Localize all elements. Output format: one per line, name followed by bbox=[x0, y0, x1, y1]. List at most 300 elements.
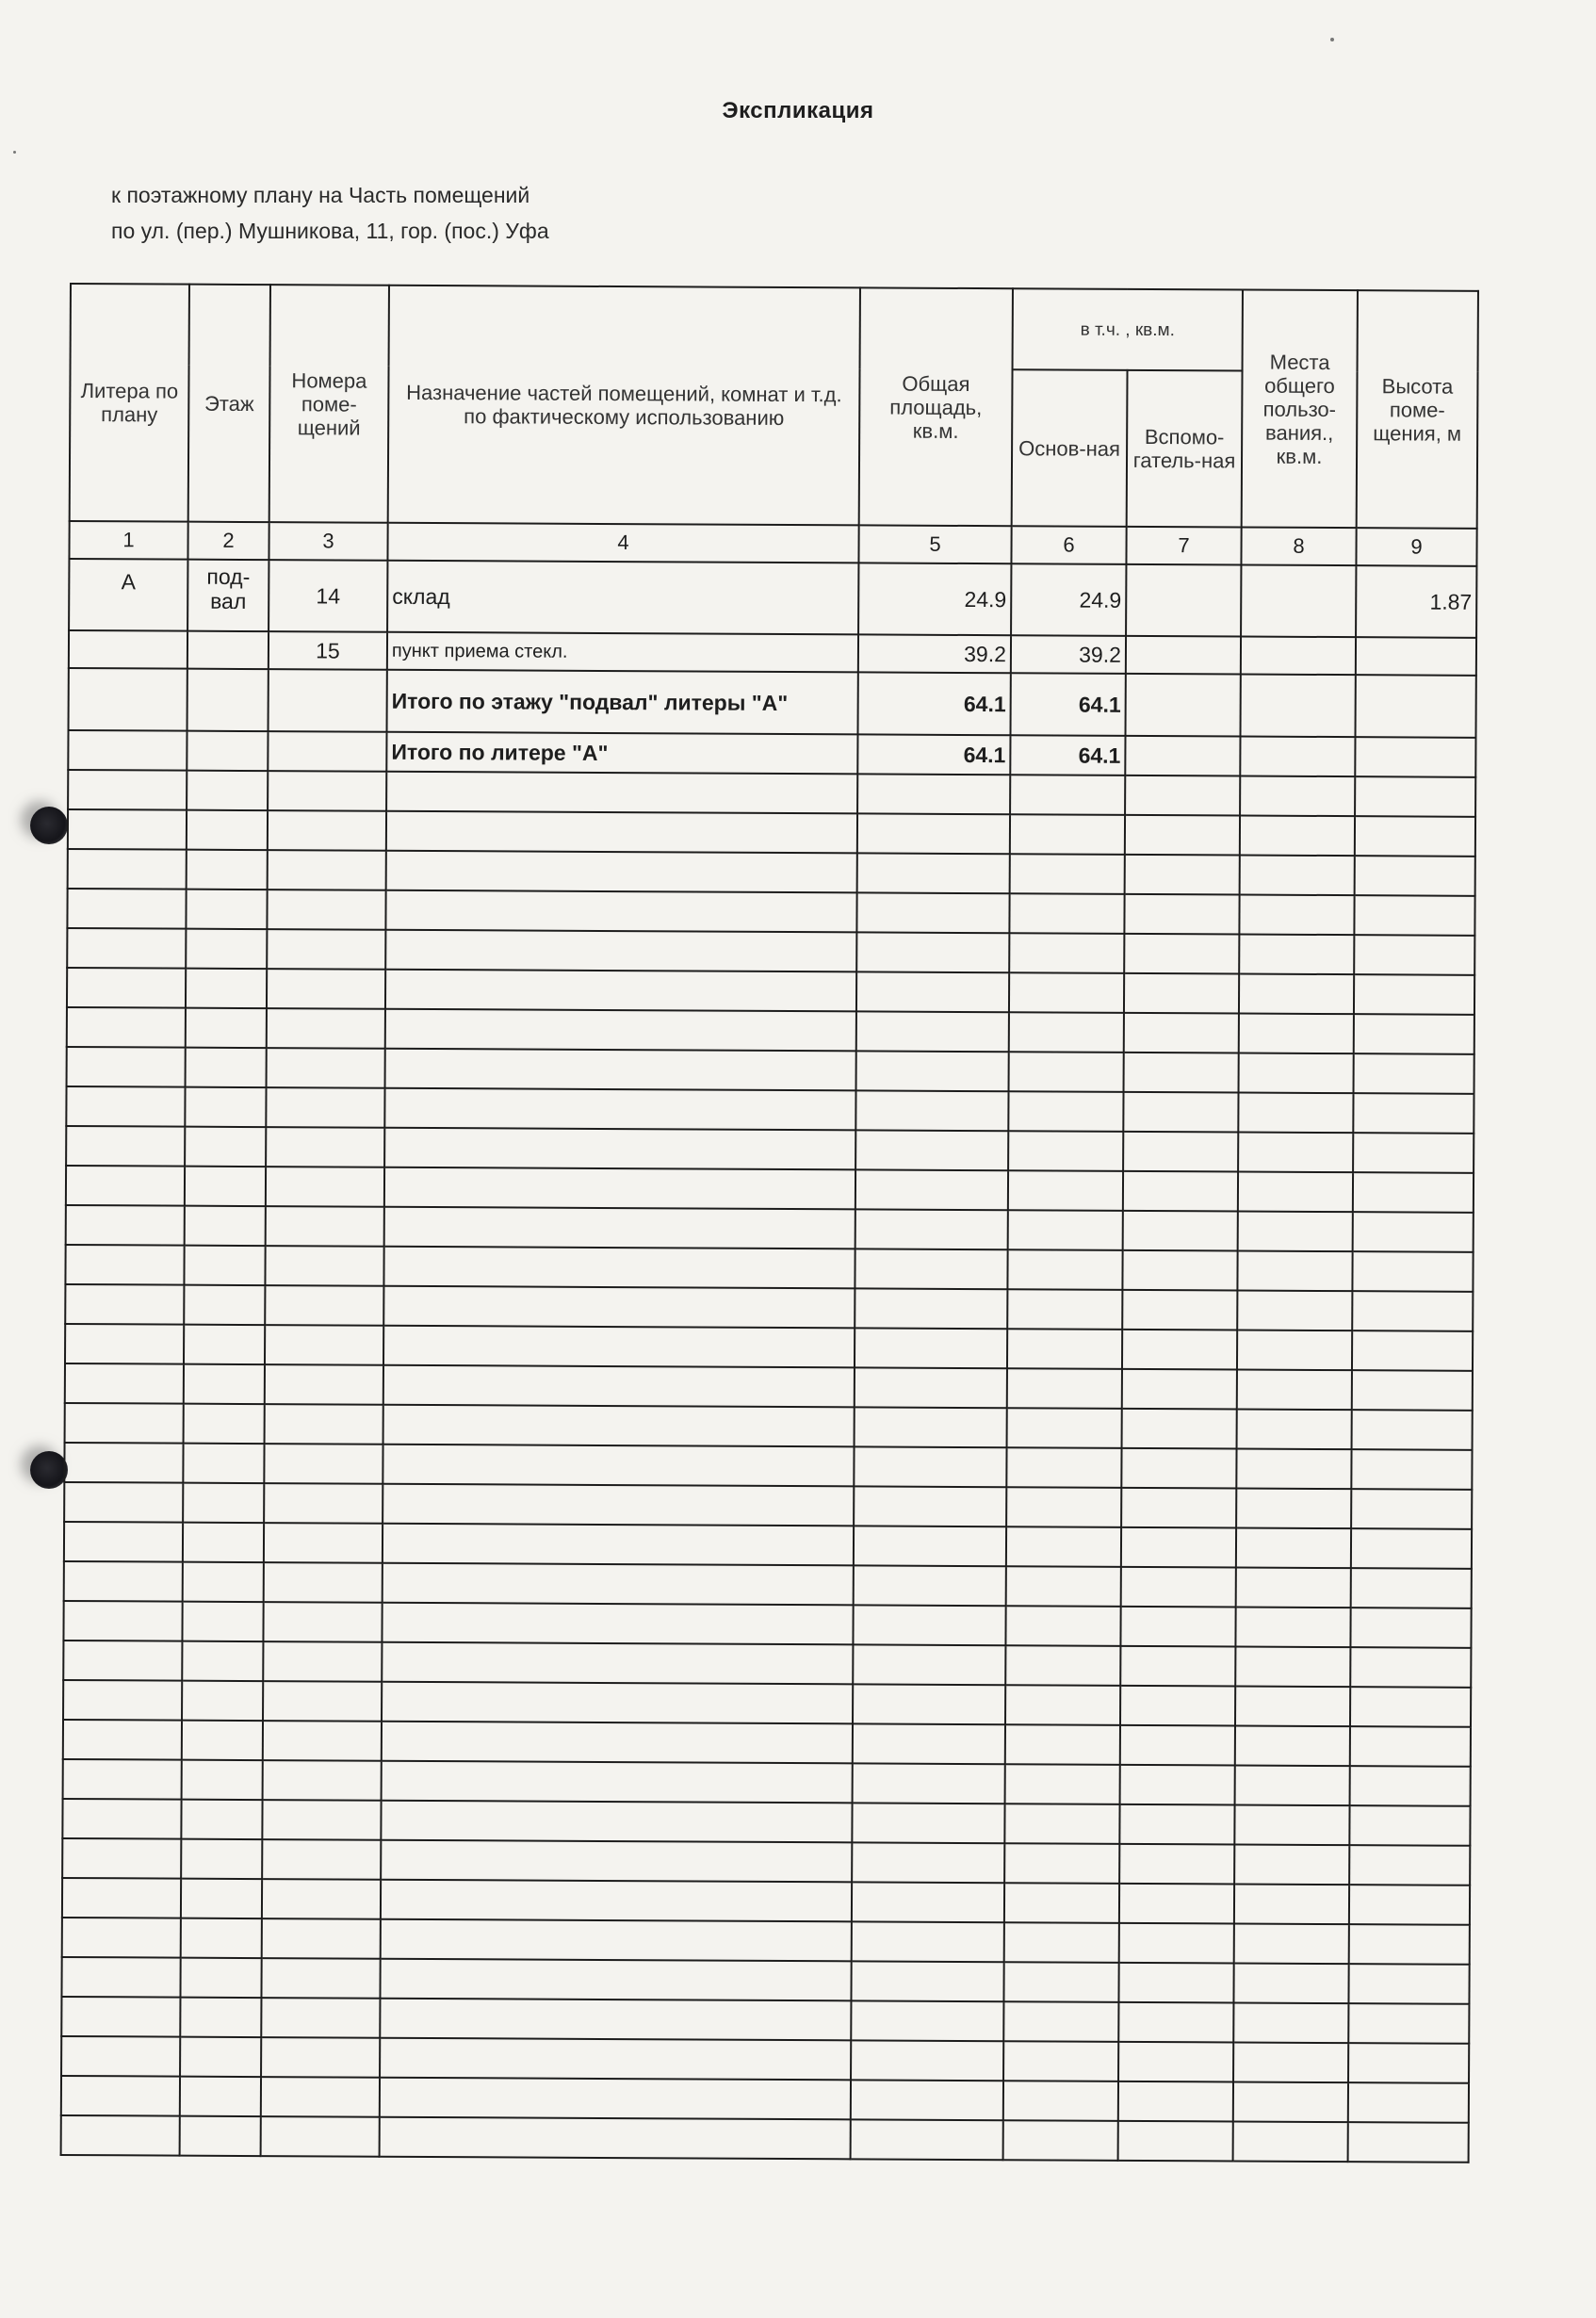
column-number: 2 bbox=[187, 522, 269, 560]
empty-cell bbox=[852, 1921, 1004, 1962]
empty-cell bbox=[382, 1722, 853, 1764]
empty-cell bbox=[1353, 1212, 1474, 1252]
empty-cell bbox=[180, 2116, 261, 2156]
empty-cell bbox=[854, 1526, 1006, 1566]
empty-cell bbox=[1233, 2121, 1348, 2162]
empty-cell bbox=[263, 1681, 382, 1722]
cell-mesta bbox=[1241, 675, 1356, 738]
empty-cell bbox=[1351, 1528, 1472, 1569]
empty-cell bbox=[855, 1249, 1007, 1289]
empty-cell bbox=[266, 1127, 384, 1167]
cell-vspom bbox=[1126, 564, 1241, 637]
column-number: 6 bbox=[1011, 526, 1126, 564]
empty-cell bbox=[1349, 1845, 1470, 1885]
empty-cell bbox=[68, 809, 187, 850]
empty-cell bbox=[1120, 1686, 1235, 1726]
empty-cell bbox=[381, 1801, 852, 1843]
empty-cell bbox=[383, 1484, 854, 1526]
empty-cell bbox=[1353, 1093, 1474, 1134]
empty-cell bbox=[67, 1047, 186, 1087]
empty-cell bbox=[183, 1444, 264, 1483]
empty-cell bbox=[262, 1918, 381, 1959]
empty-cell bbox=[1236, 1528, 1351, 1569]
table-row bbox=[69, 668, 1476, 738]
empty-cell bbox=[187, 810, 268, 850]
empty-cell bbox=[1236, 1449, 1351, 1490]
empty-cell bbox=[67, 928, 186, 969]
empty-cell bbox=[67, 968, 186, 1008]
empty-cell bbox=[1007, 1408, 1122, 1448]
header-nomera: Номера поме-щений bbox=[269, 285, 389, 523]
empty-table-row bbox=[61, 2115, 1469, 2163]
empty-cell bbox=[186, 1008, 267, 1048]
empty-cell bbox=[853, 1684, 1005, 1724]
cell-vspom bbox=[1126, 636, 1241, 675]
empty-cell bbox=[1234, 1804, 1349, 1845]
header-vspomogatelnaya: Вспомо-гатель-ная bbox=[1127, 370, 1243, 528]
empty-cell bbox=[855, 1288, 1007, 1329]
empty-cell bbox=[180, 1998, 261, 2037]
document-title: Экспликация bbox=[722, 98, 874, 123]
empty-cell bbox=[1005, 1685, 1120, 1725]
empty-cell bbox=[1234, 1923, 1349, 1964]
cell-vysota: 1.87 bbox=[1356, 565, 1476, 638]
empty-cell bbox=[380, 2117, 851, 2160]
empty-cell bbox=[1125, 815, 1240, 856]
empty-cell bbox=[1237, 1410, 1352, 1450]
cell-obshaya: 24.9 bbox=[858, 563, 1011, 635]
empty-cell bbox=[66, 1166, 185, 1206]
empty-cell bbox=[182, 1602, 263, 1641]
column-number: 7 bbox=[1126, 527, 1241, 565]
empty-cell bbox=[1239, 974, 1354, 1015]
empty-cell bbox=[1007, 1329, 1122, 1369]
empty-cell bbox=[1010, 775, 1125, 815]
empty-cell bbox=[1118, 2121, 1233, 2162]
empty-cell bbox=[186, 890, 267, 929]
empty-cell bbox=[852, 1842, 1004, 1883]
empty-cell bbox=[1235, 1765, 1350, 1805]
empty-cell bbox=[1240, 776, 1355, 817]
empty-cell bbox=[184, 1246, 265, 1285]
empty-cell bbox=[1123, 1211, 1238, 1251]
empty-cell bbox=[264, 1483, 383, 1524]
empty-cell bbox=[66, 1126, 185, 1167]
empty-cell bbox=[1118, 2081, 1233, 2122]
empty-cell bbox=[184, 1325, 265, 1364]
empty-cell bbox=[1352, 1330, 1473, 1371]
empty-cell bbox=[1010, 854, 1125, 894]
empty-cell bbox=[182, 1641, 263, 1681]
empty-cell bbox=[62, 1838, 181, 1879]
cell-naznachenie: склад bbox=[387, 561, 858, 635]
empty-cell bbox=[1233, 2002, 1348, 2043]
empty-cell bbox=[1006, 1566, 1121, 1607]
empty-cell bbox=[1124, 894, 1239, 935]
empty-cell bbox=[383, 1286, 855, 1329]
empty-cell bbox=[265, 1285, 383, 1326]
empty-cell bbox=[1235, 1686, 1350, 1726]
empty-cell bbox=[187, 850, 268, 890]
empty-cell bbox=[856, 932, 1009, 972]
empty-cell bbox=[1008, 1170, 1123, 1211]
empty-cell bbox=[183, 1483, 264, 1523]
empty-cell bbox=[187, 771, 268, 810]
empty-cell bbox=[851, 2000, 1003, 2041]
cell-osnovnaya: 64.1 bbox=[1010, 673, 1125, 736]
empty-cell bbox=[264, 1523, 383, 1563]
empty-cell bbox=[261, 1958, 380, 1999]
empty-cell bbox=[854, 1486, 1006, 1526]
empty-cell bbox=[1355, 816, 1475, 857]
empty-cell bbox=[384, 1167, 855, 1210]
empty-cell bbox=[1351, 1489, 1472, 1529]
empty-cell bbox=[855, 1169, 1008, 1210]
empty-cell bbox=[1004, 1843, 1119, 1884]
empty-cell bbox=[1240, 816, 1355, 857]
empty-cell bbox=[1007, 1368, 1122, 1409]
empty-cell bbox=[1239, 935, 1354, 975]
empty-cell bbox=[1349, 1924, 1470, 1965]
empty-cell bbox=[1237, 1291, 1352, 1331]
empty-cell bbox=[1005, 1606, 1120, 1646]
empty-cell bbox=[857, 813, 1010, 854]
empty-cell bbox=[1122, 1409, 1237, 1449]
empty-cell bbox=[185, 1087, 266, 1127]
cell-etazh bbox=[187, 731, 268, 771]
empty-cell bbox=[1236, 1489, 1351, 1529]
empty-cell bbox=[268, 771, 386, 811]
empty-cell bbox=[1352, 1370, 1473, 1411]
empty-cell bbox=[1004, 1922, 1119, 1963]
empty-cell bbox=[1238, 1093, 1353, 1134]
empty-cell bbox=[856, 1051, 1009, 1091]
cell-litera bbox=[69, 668, 187, 731]
empty-cell bbox=[1006, 1526, 1121, 1567]
empty-cell bbox=[1005, 1724, 1120, 1765]
empty-cell bbox=[1118, 2002, 1233, 2043]
cell-etazh bbox=[187, 669, 269, 731]
empty-cell bbox=[180, 2037, 261, 2077]
cell-nomer bbox=[269, 669, 387, 732]
empty-cell bbox=[186, 969, 267, 1008]
empty-cell bbox=[1124, 973, 1239, 1014]
empty-cell bbox=[380, 2078, 851, 2120]
empty-cell bbox=[1009, 1012, 1124, 1053]
cell-vspom bbox=[1125, 736, 1240, 776]
empty-cell bbox=[853, 1605, 1005, 1645]
explication-table bbox=[60, 283, 1479, 2163]
empty-cell bbox=[61, 1997, 180, 2037]
cell-mesta bbox=[1240, 737, 1355, 777]
empty-cell bbox=[181, 1800, 262, 1839]
empty-cell bbox=[852, 1803, 1004, 1843]
empty-cell bbox=[1238, 1212, 1353, 1252]
empty-cell bbox=[1008, 1091, 1123, 1132]
empty-cell bbox=[65, 1284, 184, 1325]
empty-cell bbox=[267, 929, 385, 970]
empty-cell bbox=[62, 1918, 181, 1958]
empty-cell bbox=[1122, 1250, 1237, 1291]
empty-cell bbox=[63, 1759, 182, 1800]
cell-vspom bbox=[1125, 674, 1240, 737]
empty-cell bbox=[1351, 1568, 1472, 1608]
empty-cell bbox=[63, 1720, 182, 1760]
empty-cell bbox=[1124, 1053, 1239, 1093]
empty-cell bbox=[1238, 1172, 1353, 1213]
empty-cell bbox=[1118, 2042, 1233, 2082]
empty-cell bbox=[1004, 1883, 1119, 1923]
empty-cell bbox=[185, 1167, 266, 1206]
empty-cell bbox=[382, 1682, 853, 1724]
empty-cell bbox=[182, 1760, 263, 1800]
cell-litera bbox=[69, 630, 187, 669]
empty-cell bbox=[186, 1048, 267, 1087]
empty-cell bbox=[61, 1957, 180, 1998]
empty-cell bbox=[1121, 1448, 1236, 1489]
empty-cell bbox=[266, 1087, 384, 1128]
cell-obshaya: 64.1 bbox=[857, 734, 1010, 775]
empty-cell bbox=[181, 1918, 262, 1958]
empty-cell bbox=[385, 890, 856, 933]
empty-cell bbox=[63, 1641, 182, 1681]
empty-cell bbox=[1234, 1884, 1349, 1924]
empty-cell bbox=[1007, 1289, 1122, 1330]
empty-cell bbox=[385, 930, 856, 972]
empty-cell bbox=[381, 1919, 852, 1962]
empty-cell bbox=[268, 810, 386, 851]
empty-cell bbox=[262, 1800, 381, 1840]
empty-cell bbox=[65, 1324, 184, 1364]
empty-cell bbox=[1233, 1963, 1348, 2003]
empty-cell bbox=[1004, 1804, 1119, 1844]
empty-cell bbox=[380, 1959, 851, 2001]
empty-cell bbox=[855, 1407, 1007, 1447]
empty-cell bbox=[856, 1011, 1009, 1052]
empty-cell bbox=[857, 853, 1010, 893]
empty-cell bbox=[382, 1603, 853, 1645]
empty-cell bbox=[61, 2076, 180, 2116]
subtitle-line-1: к поэтажному плану на Часть помещений bbox=[111, 183, 530, 207]
empty-cell bbox=[852, 1882, 1004, 1922]
column-number: 4 bbox=[387, 523, 858, 563]
column-number: 9 bbox=[1356, 528, 1476, 566]
empty-cell bbox=[66, 1086, 185, 1127]
empty-cell bbox=[1233, 2081, 1348, 2122]
empty-cell bbox=[67, 889, 186, 929]
empty-cell bbox=[1120, 1765, 1235, 1805]
empty-cell bbox=[1003, 1962, 1118, 2002]
empty-cell bbox=[1239, 1014, 1354, 1054]
empty-cell bbox=[186, 929, 267, 969]
empty-cell bbox=[1350, 1766, 1471, 1806]
scan-speck bbox=[1330, 38, 1334, 41]
empty-cell bbox=[1238, 1133, 1353, 1173]
empty-cell bbox=[1010, 814, 1125, 855]
empty-cell bbox=[185, 1127, 266, 1167]
empty-cell bbox=[68, 770, 187, 810]
empty-cell bbox=[1005, 1764, 1120, 1804]
empty-cell bbox=[383, 1326, 855, 1368]
empty-cell bbox=[1348, 2003, 1469, 2044]
empty-cell bbox=[1354, 974, 1474, 1015]
empty-cell bbox=[853, 1723, 1005, 1764]
empty-cell bbox=[261, 2037, 380, 2078]
empty-cell bbox=[1350, 1608, 1471, 1648]
cell-litera: А bbox=[69, 559, 187, 631]
empty-cell bbox=[180, 1958, 261, 1998]
empty-cell bbox=[67, 1007, 186, 1048]
empty-cell bbox=[1354, 1014, 1474, 1054]
empty-cell bbox=[851, 2119, 1003, 2160]
empty-cell bbox=[267, 969, 385, 1009]
empty-cell bbox=[1121, 1488, 1236, 1528]
empty-cell bbox=[267, 890, 385, 930]
empty-cell bbox=[265, 1364, 383, 1405]
empty-cell bbox=[184, 1364, 265, 1404]
cell-etazh bbox=[187, 631, 269, 669]
empty-cell bbox=[1353, 1133, 1474, 1173]
empty-cell bbox=[65, 1403, 184, 1444]
empty-cell bbox=[1122, 1330, 1237, 1370]
empty-cell bbox=[1349, 1805, 1470, 1846]
empty-cell bbox=[1009, 972, 1124, 1013]
empty-cell bbox=[267, 1008, 385, 1049]
empty-cell bbox=[1352, 1410, 1473, 1450]
header-obshaya: Общая площадь, кв.м. bbox=[859, 287, 1013, 526]
punch-hole bbox=[30, 807, 68, 844]
cell-naznachenie: Итого по литере "А" bbox=[386, 732, 857, 775]
empty-cell bbox=[266, 1206, 384, 1247]
cell-osnovnaya: 39.2 bbox=[1011, 635, 1126, 674]
empty-cell bbox=[854, 1565, 1006, 1606]
empty-cell bbox=[854, 1446, 1006, 1487]
column-number: 8 bbox=[1241, 528, 1356, 566]
cell-vysota bbox=[1356, 637, 1476, 676]
empty-cell bbox=[1351, 1449, 1472, 1490]
scan-speck bbox=[13, 151, 16, 154]
header-osnovnaya: Основ-ная bbox=[1012, 369, 1128, 527]
empty-cell bbox=[1003, 2001, 1118, 2042]
empty-cell bbox=[182, 1721, 263, 1760]
empty-cell bbox=[1122, 1369, 1237, 1410]
empty-cell bbox=[1123, 1092, 1238, 1133]
empty-cell bbox=[181, 1839, 262, 1879]
empty-cell bbox=[1009, 893, 1124, 934]
cell-osnovnaya: 24.9 bbox=[1011, 563, 1126, 636]
empty-cell bbox=[261, 1998, 380, 2038]
empty-cell bbox=[383, 1563, 854, 1606]
empty-cell bbox=[1353, 1172, 1474, 1213]
empty-rows bbox=[61, 770, 1476, 2163]
empty-cell bbox=[264, 1562, 383, 1603]
empty-cell bbox=[61, 2036, 180, 2077]
empty-cell bbox=[384, 1088, 855, 1131]
empty-cell bbox=[63, 1601, 182, 1641]
empty-cell bbox=[267, 1048, 385, 1088]
empty-cell bbox=[264, 1444, 383, 1484]
empty-cell bbox=[383, 1524, 854, 1566]
empty-cell bbox=[1119, 1884, 1234, 1924]
empty-cell bbox=[1354, 1053, 1474, 1094]
cell-naznachenie: пункт приема стекл. bbox=[387, 632, 858, 673]
empty-cell bbox=[1236, 1568, 1351, 1608]
empty-cell bbox=[1124, 934, 1239, 974]
subtitle-line-2: по ул. (пер.) Мушникова, 11, гор. (пос.) Уфа bbox=[111, 219, 549, 243]
empty-cell bbox=[1003, 2120, 1118, 2161]
empty-cell bbox=[1120, 1725, 1235, 1766]
empty-cell bbox=[1355, 776, 1475, 817]
column-number: 1 bbox=[69, 521, 187, 560]
empty-cell bbox=[1121, 1567, 1236, 1608]
empty-cell bbox=[64, 1482, 183, 1523]
empty-cell bbox=[1235, 1646, 1350, 1687]
empty-cell bbox=[180, 2077, 261, 2116]
empty-cell bbox=[266, 1167, 384, 1207]
empty-cell bbox=[263, 1721, 382, 1761]
header-vtch: в т.ч. , кв.м. bbox=[1013, 288, 1243, 370]
empty-cell bbox=[384, 1128, 855, 1170]
empty-cell bbox=[1233, 2042, 1348, 2082]
empty-cell bbox=[1006, 1487, 1121, 1527]
empty-cell bbox=[857, 774, 1010, 814]
empty-cell bbox=[1007, 1249, 1122, 1290]
empty-cell bbox=[1003, 2041, 1118, 2081]
empty-cell bbox=[184, 1285, 265, 1325]
empty-cell bbox=[265, 1246, 383, 1286]
header-mesta: Места общего пользо-вания., кв.м. bbox=[1242, 290, 1358, 529]
empty-cell bbox=[1237, 1370, 1352, 1411]
empty-cell bbox=[183, 1562, 264, 1602]
empty-cell bbox=[855, 1367, 1007, 1408]
empty-cell bbox=[1008, 1210, 1123, 1250]
empty-cell bbox=[385, 1049, 856, 1091]
empty-cell bbox=[855, 1328, 1007, 1368]
empty-cell bbox=[1348, 2122, 1469, 2163]
empty-cell bbox=[265, 1325, 383, 1365]
empty-cell bbox=[1122, 1290, 1237, 1330]
cell-etazh: под-вал bbox=[187, 560, 269, 631]
empty-cell bbox=[62, 1878, 181, 1918]
empty-cell bbox=[1121, 1527, 1236, 1568]
empty-cell bbox=[1352, 1251, 1473, 1292]
empty-cell bbox=[1125, 855, 1240, 895]
empty-cell bbox=[1354, 895, 1474, 936]
empty-cell bbox=[265, 1404, 383, 1445]
empty-cell bbox=[182, 1681, 263, 1721]
empty-cell bbox=[1349, 1885, 1470, 1925]
empty-cell bbox=[1118, 1963, 1233, 2003]
empty-cell bbox=[64, 1443, 183, 1483]
empty-cell bbox=[383, 1247, 855, 1289]
empty-cell bbox=[1240, 856, 1355, 896]
empty-cell bbox=[851, 1961, 1003, 2001]
empty-cell bbox=[380, 2038, 851, 2081]
empty-cell bbox=[1237, 1330, 1352, 1371]
empty-cell bbox=[383, 1365, 855, 1408]
empty-cell bbox=[1119, 1923, 1234, 1964]
empty-cell bbox=[268, 850, 386, 890]
empty-cell bbox=[185, 1206, 266, 1246]
empty-cell bbox=[261, 2116, 380, 2157]
empty-cell bbox=[380, 1999, 851, 2041]
empty-cell bbox=[62, 1799, 181, 1839]
empty-cell bbox=[1239, 895, 1354, 936]
empty-cell bbox=[856, 892, 1009, 933]
empty-cell bbox=[262, 1879, 381, 1919]
empty-cell bbox=[386, 811, 857, 854]
empty-cell bbox=[1125, 775, 1240, 816]
